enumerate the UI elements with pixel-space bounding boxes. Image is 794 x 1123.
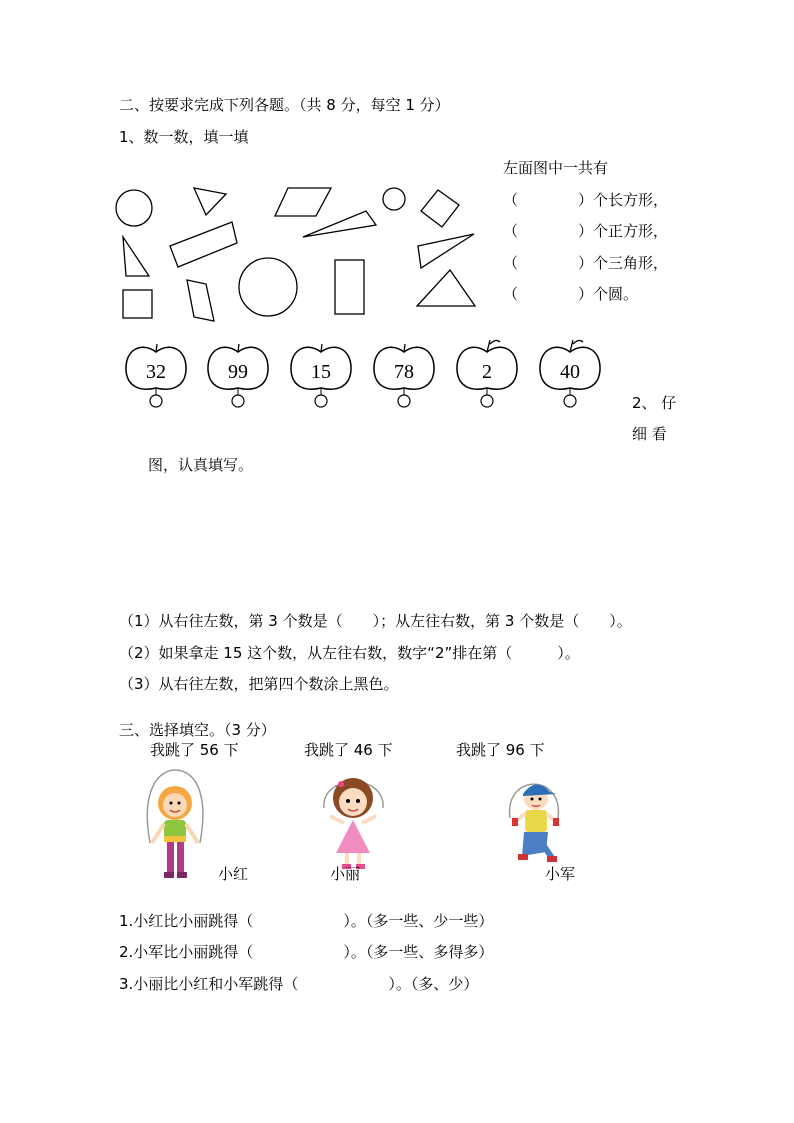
q2-item-3: （3）从右往左数，把第四个数涂上黑色。: [119, 675, 399, 693]
big-circle-shape: [239, 258, 297, 316]
q2-label-part1: 2、 仔: [632, 394, 677, 412]
apple-number: 99: [228, 361, 248, 383]
apple-number: 15: [311, 361, 331, 383]
apple-small-circle: [150, 395, 162, 407]
q1-blank-circles[interactable]: （ ）个圆。: [503, 285, 639, 303]
quadrilateral-shape: [187, 280, 214, 321]
apple-1: [121, 338, 191, 408]
q2-item-2: （2）如果拿走 15 这个数，从左往右数，数字“2”排在第（ ）。: [119, 644, 580, 662]
apple-3: [286, 338, 356, 408]
apple-small-circle: [481, 395, 493, 407]
name-xiaohong: 小红: [218, 865, 249, 883]
xiaoli-jumping-illustration: [316, 768, 391, 873]
apple-number: 2: [482, 361, 492, 383]
triangle-shape: [418, 234, 474, 268]
apple-6: [535, 338, 605, 408]
caption-xiaojun: 我跳了 96 下: [456, 741, 545, 759]
parallelogram-shape: [275, 188, 331, 216]
s3-question-2[interactable]: 2.小军比小丽跳得（ ）。（多一些、多得多）: [119, 943, 494, 961]
xiaojun-jumping-illustration: [500, 768, 570, 868]
q1-blank-squares[interactable]: （ ）个正方形，: [503, 222, 669, 240]
tilted-rectangle-shape: [170, 222, 237, 267]
section3-heading: 三、选择填空。（3 分）: [119, 721, 276, 739]
q2-item-1: （1）从右往左数，第 3 个数是（ ）；从左往右数，第 3 个数是（ ）。: [119, 612, 632, 630]
xiaohong-jumping-illustration: [140, 768, 210, 883]
apple-small-circle: [315, 395, 327, 407]
square-shape: [123, 290, 152, 318]
name-xiaojun: 小军: [545, 865, 576, 883]
tiny-circle-shape: [383, 188, 405, 210]
shapes-figure: [108, 180, 488, 320]
apple-2: [203, 338, 273, 408]
section2-heading: 二、按要求完成下列各题。（共 8 分，每空 1 分）: [119, 96, 450, 114]
q1-blank-rectangles[interactable]: （ ）个长方形，: [503, 191, 669, 209]
s3-question-1[interactable]: 1.小红比小丽跳得（ ）。（多一些、少一些）: [119, 912, 494, 930]
q2-label-part3: 图，认真填写。: [148, 456, 254, 474]
q1-blank-triangles[interactable]: （ ）个三角形，: [503, 254, 669, 272]
triangle-shape: [417, 270, 475, 306]
q1-intro: 左面图中一共有: [503, 159, 609, 177]
name-xiaoli: 小丽: [330, 865, 361, 883]
apple-number: 32: [146, 361, 166, 383]
s3-question-3[interactable]: 3.小丽比小红和小军跳得（ ）。（多、少）: [119, 975, 479, 993]
caption-xiaoli: 我跳了 46 下: [304, 741, 393, 759]
apple-small-circle: [398, 395, 410, 407]
triangle-shape: [303, 211, 376, 237]
apple-4: [369, 338, 439, 408]
apple-number: 78: [394, 361, 414, 383]
small-circle-shape: [116, 190, 152, 226]
q2-label-part2: 细 看: [632, 425, 667, 443]
caption-xiaohong: 我跳了 56 下: [150, 741, 239, 759]
triangle-shape: [194, 188, 226, 215]
triangle-shape: [123, 237, 149, 276]
tall-rectangle-shape: [335, 260, 364, 314]
apple-number: 40: [560, 361, 580, 383]
apple-small-circle: [232, 395, 244, 407]
apple-small-circle: [564, 395, 576, 407]
q1-label: 1、数一数，填一填: [119, 128, 249, 146]
diamond-square-shape: [421, 190, 459, 227]
apple-5: [452, 338, 522, 408]
